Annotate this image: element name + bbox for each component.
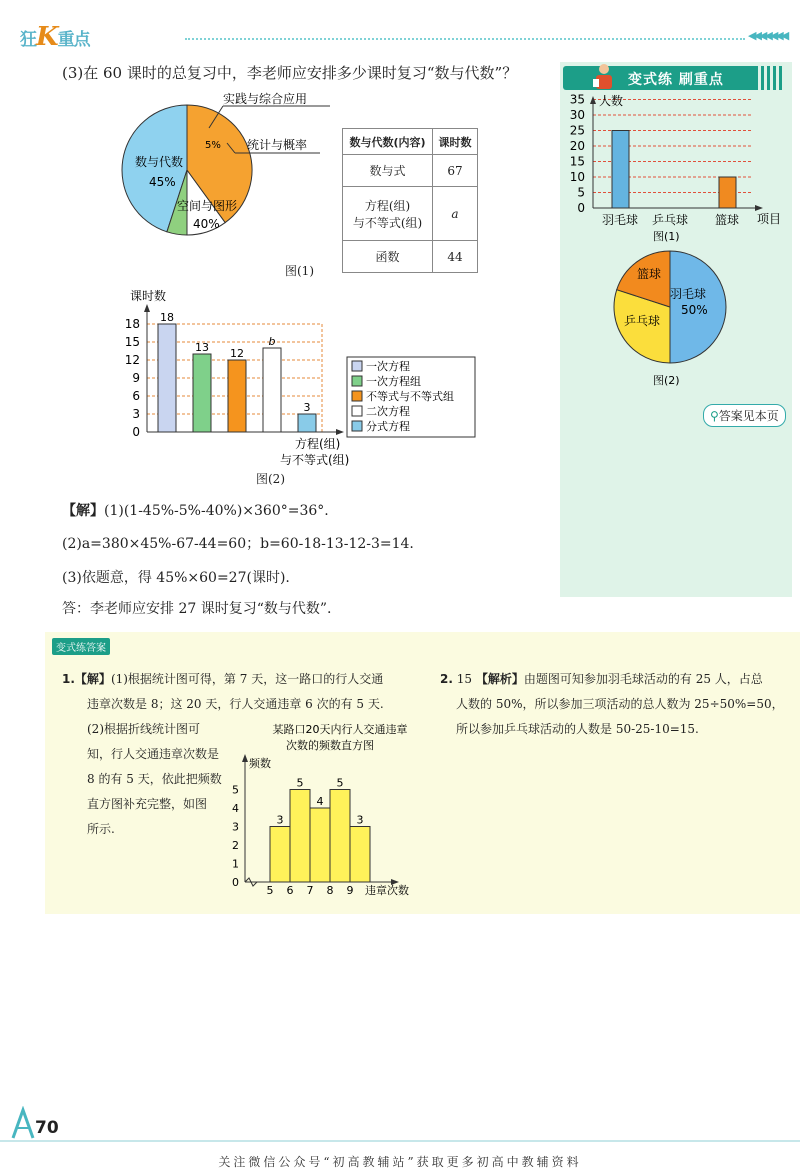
bar-data-label: 4: [316, 795, 324, 808]
answer2-line1: 2. 15 【解析】由题图可知参加羽毛球活动的有 25 人，占总: [440, 672, 763, 686]
bar: [298, 414, 316, 432]
y-tick-label: 25: [569, 123, 585, 138]
label-practice: 实践与综合应用: [223, 92, 308, 106]
y-axis-arrow-icon: [242, 754, 248, 762]
legend-swatch: [352, 406, 362, 416]
solution-line-3: (3)依题意，得 45%×60=27(课时).: [62, 570, 290, 586]
legend-label: 二次方程: [366, 405, 410, 418]
sidebar-pie-chart: [605, 245, 735, 390]
solution-line-1: 【解】(1)(1-45%-5%-40%)×360°=36°.: [62, 503, 329, 519]
question-3: (3)在 60 课时的总复习中，李老师应安排多少课时复习“数与代数”？: [62, 64, 518, 82]
histogram-title-line2: 次数的频数直方图: [286, 739, 374, 752]
page-badge-icon: [8, 1106, 38, 1140]
figure1-caption: 图(1): [285, 264, 314, 278]
y-tick-label: 5: [232, 783, 239, 797]
slice-label-basketball: 篮球: [637, 267, 662, 281]
figure1-pie-chart: [115, 88, 335, 253]
y-tick-label: 3: [232, 820, 239, 834]
y-tick-label: 0: [132, 425, 140, 439]
bar-data-label: b: [268, 335, 276, 348]
table-row: [343, 187, 478, 241]
y-tick-label: 1: [232, 857, 239, 871]
label-geometry: 空间与图形: [177, 199, 238, 213]
y-tick-label: 18: [124, 317, 140, 331]
y-tick-label: 12: [124, 353, 140, 367]
bar-data-label: 12: [230, 347, 244, 360]
figure2-bar-chart: [100, 288, 480, 473]
x-tick-label: 8: [326, 884, 334, 897]
histogram-bar: [310, 808, 330, 882]
table-cell: a: [433, 187, 478, 241]
answer2-tag: 【解析】: [475, 672, 524, 686]
bar-data-label: 5: [336, 776, 344, 790]
label-algebra-pct: 45%: [149, 175, 176, 189]
x-tick-label: 6: [286, 884, 294, 897]
y-axis-label: 课时数: [130, 289, 167, 303]
histogram-bar: [330, 790, 350, 883]
table-row: [343, 241, 478, 273]
answer-reference: ⚲答案见本页: [703, 404, 786, 427]
x-tick-label: 9: [346, 884, 354, 897]
page-number: 70: [35, 1118, 59, 1138]
table-header: 课时数: [433, 129, 478, 155]
sidebar-title: 变式练 刷重点: [628, 72, 724, 88]
label-algebra: 数与代数: [135, 155, 184, 169]
answer2-line3: 所以参加乒乓球活动的人数是 50-25-10=15.: [456, 722, 699, 736]
y-tick-label: 4: [232, 802, 239, 815]
x-axis-label-line2: 与不等式(组): [280, 453, 350, 467]
answer2-line2: 人数的 50%，所以参加三项活动的总人数为 25÷50%=50，: [456, 697, 784, 711]
y-tick-label: 30: [569, 108, 585, 122]
table-cell: 67: [433, 155, 478, 187]
y-tick-label: 3: [132, 407, 140, 421]
table-header-row: [343, 129, 478, 155]
y-tick-label: 2: [232, 839, 239, 852]
histogram-chart: [225, 718, 430, 900]
answer1-line3: (2)根据折线统计图可: [87, 722, 200, 736]
table-cell: 44: [433, 241, 478, 273]
y-axis-label: 人数: [599, 94, 624, 108]
answer1-line2: 违章次数是 8；这 20 天，行人交通违章 6 次的有 5 天.: [87, 697, 384, 711]
figure2-caption: 图(2): [256, 472, 285, 486]
x-tick-label: 羽毛球: [601, 213, 639, 227]
solution-line-4: 答：李老师应安排 27 课时复习“数与代数”.: [62, 601, 332, 617]
answer1-line5: 8 的有 5 天，依此把频数: [87, 772, 222, 786]
sidebar-bar-chart: [565, 92, 790, 242]
legend-swatch: [352, 391, 362, 401]
pin-icon: ⚲: [710, 409, 719, 423]
sidebar-header-stripes: [755, 66, 785, 90]
answer-section-label: 变式练答案: [52, 638, 110, 655]
legend-label: 分式方程: [366, 420, 410, 433]
y-tick-label: 35: [569, 92, 585, 107]
header-divider: [185, 38, 745, 40]
y-tick-label: 20: [569, 139, 585, 153]
label-stats: 统计与概率: [247, 138, 308, 152]
y-tick-label: 9: [132, 371, 140, 385]
answer1-line6: 直方图补充完整，如图: [87, 797, 208, 811]
answer1-line4: 知，行人交通违章次数是: [87, 747, 220, 761]
y-axis-label: 频数: [249, 757, 271, 770]
bar: [612, 131, 629, 209]
x-axis-arrow-icon: [336, 429, 344, 435]
book-logo: 狂K重点: [20, 22, 90, 52]
histogram-bar: [290, 790, 310, 883]
solution-tag: 【解】: [62, 503, 104, 519]
slice-label-badminton: 羽毛球: [670, 287, 707, 301]
legend-swatch: [352, 421, 362, 431]
histogram-title-line1: 某路口20天内行人交通违章: [272, 723, 408, 736]
bar: [228, 360, 246, 432]
histogram-bar: [270, 827, 290, 883]
y-tick-label: 0: [232, 876, 239, 889]
footer-bar: [0, 1120, 800, 1142]
y-tick-label: 0: [577, 201, 585, 215]
page-header: [0, 0, 800, 58]
table-cell: 函数: [343, 241, 433, 273]
person-icon: [590, 63, 618, 93]
y-axis-arrow-icon: [144, 304, 150, 312]
x-axis-arrow-icon: [755, 205, 763, 211]
bar: [719, 177, 736, 208]
label-geometry-pct: 40%: [193, 217, 220, 231]
chart-caption: 图(1): [653, 230, 680, 242]
y-tick-label: 10: [569, 170, 585, 184]
bar: [158, 324, 176, 432]
table-row: [343, 155, 478, 187]
bar-data-label: 3: [303, 401, 311, 414]
bar-data-label: 13: [195, 341, 209, 354]
bar-data-label: 5: [296, 776, 304, 790]
legend-swatch: [352, 361, 362, 371]
algebra-hours-table: [342, 128, 478, 273]
bar-data-label: 3: [356, 813, 364, 827]
x-tick-label: 7: [306, 884, 314, 897]
y-tick-label: 15: [569, 154, 585, 169]
solution-line-2: (2)a=380×45%-67-44=60；b=60-18-13-12-3=14.: [62, 536, 414, 552]
x-axis-label: 违章次数: [365, 884, 409, 897]
y-tick-label: 15: [124, 335, 140, 349]
bar-data-label: 3: [276, 813, 284, 827]
slice-label-badminton-pct: 50%: [681, 303, 708, 317]
y-tick-label: 6: [132, 389, 140, 403]
table-header: 数与代数(内容): [343, 129, 433, 155]
y-tick-label: 5: [577, 185, 585, 200]
table-cell: 方程(组) 与不等式(组): [343, 187, 433, 241]
legend-label: 不等式与不等式组: [366, 390, 454, 403]
answer1-tag: 【解】: [74, 672, 111, 686]
answer1-line1: 1.【解】(1)根据统计图可得，第 7 天，这一路口的行人交通: [62, 672, 384, 686]
chart-caption: 图(2): [653, 374, 680, 387]
x-axis-label: 项目: [757, 212, 782, 226]
x-tick-label: 5: [266, 884, 274, 897]
x-axis-label-line1: 方程(组): [295, 437, 341, 451]
x-tick-label: 乒乓球: [651, 213, 689, 227]
header-arrows: ◀◀◀◀◀◀◀: [748, 29, 787, 42]
table-cell: 数与式: [343, 155, 433, 187]
legend-swatch: [352, 376, 362, 386]
bar: [193, 354, 211, 432]
legend-label: 一次方程组: [366, 375, 421, 388]
answer1-line7: 所示.: [87, 822, 115, 836]
bar: [263, 348, 281, 432]
histogram-bar: [350, 827, 370, 883]
footer-note: 关注微信公众号“初高教辅站”获取更多初高中教辅资料: [218, 1155, 582, 1169]
x-tick-label: 篮球: [714, 213, 740, 227]
legend-label: 一次方程: [366, 360, 410, 373]
slice-label-pingpong: 乒乓球: [624, 314, 661, 328]
label-practice-pct: 5%: [205, 140, 221, 151]
bar-data-label: 18: [160, 311, 174, 324]
